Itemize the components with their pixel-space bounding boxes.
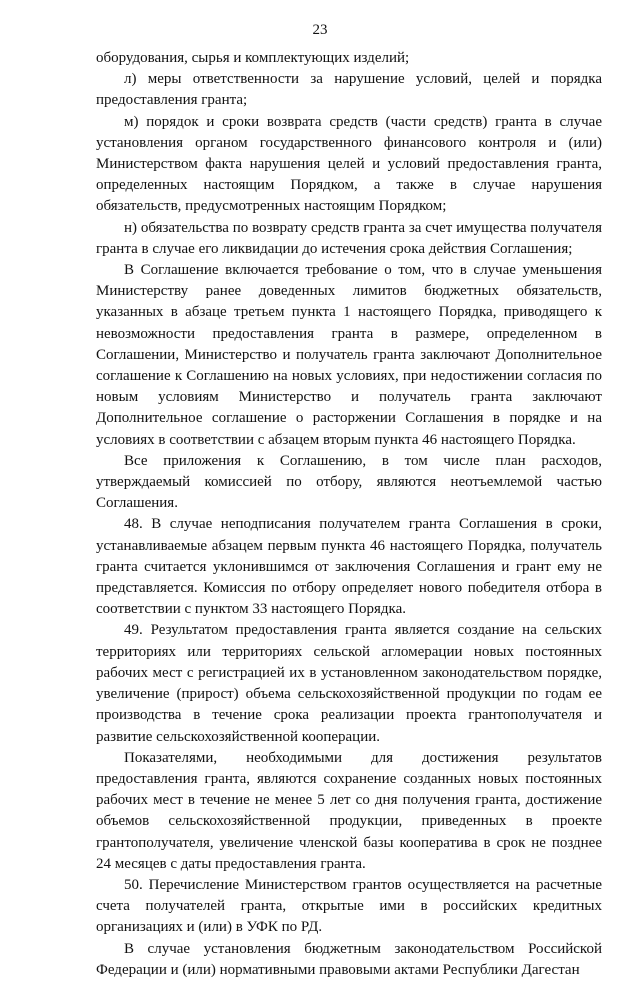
- paragraph-clause-48: 48. В случае неподписания получателем гранта Соглашения в сроки, устанавливаемые абзацем первым пункта 46 настоящего Порядка, получатель гранта считается уклонившимся от заключения Соглашения и грант ему не представляется. Комиссия по отбору определяет нового победителя отбора в соответствии с пунктом 33 настоящего Порядка.: [96, 516, 602, 618]
- document-body: [96, 48, 602, 981]
- page-number: 23: [312, 22, 328, 38]
- paragraph-item-l: л) меры ответственности за нарушение условий, целей и порядка предоставления гранта;: [96, 71, 602, 109]
- paragraph-agreement-requirement: В Соглашение включается требование о том, что в случае уменьшения Министерству ранее доведенных лимитов бюджетных обязательств, указанных в абзаце третьем пункта 1 настоящего Порядка, приводящего к невозможности предоставления гранта в размере, определенном в Соглашении, Министерство и получатель гранта заключают Дополнительное соглашение к Соглашению на новых условиях, при недостижении согласия по новым условиям Министерство и получатель гранта заключают Дополнительное соглашение о расторжении Соглашения в порядке и на условиях в соответствии с абзацем вторым пункта 46 настоящего Порядка.: [96, 262, 602, 448]
- paragraph-clause-49: 49. Результатом предоставления гранта является создание на сельских территориях или территориях сельской агломерации новых постоянных рабочих мест с регистрацией их в установленном законодательством порядке, увеличение (прирост) объема сельскохозяйственной продукции по годам ее производства в течение срока реализации проекта грантополучателя и развитие сельскохозяйственной кооперации.: [96, 622, 602, 745]
- paragraph-clause-50: 50. Перечисление Министерством грантов осуществляется на расчетные счета получателей гранта, открытые ими в российских кредитных организациях и (или) в УФК по РД.: [96, 876, 602, 936]
- paragraph-item-n: н) обязательства по возврату средств гранта за счет имущества получателя гранта в случае его ликвидации до истечения срока действия Соглашения;: [96, 219, 602, 257]
- paragraph-equipment-continuation: оборудования, сырья и комплектующих изделий;: [96, 50, 410, 66]
- paragraph-agreement-appendices: Все приложения к Соглашению, в том числе план расходов, утверждаемый комиссией по отбору, являются неотъемлемой частью Соглашения.: [96, 452, 602, 512]
- paragraph-item-m: м) порядок и сроки возврата средств (части средств) гранта в случае установления органом государственного финансового контроля и (или) Министерством факта нарушения целей и условий предоставления гранта, определенных настоящим Порядком, а также в случае нарушения обязательств, предусмотренных настоящим Порядком;: [96, 113, 602, 215]
- paragraph-indicators: Показателями, необходимыми для достижения результатов предоставления гранта, являются сохранение созданных новых постоянных рабочих мест в течение не менее 5 лет со дня получения гранта, достижение объемов сельскохозяйственной продукции, приведенных в проекте грантополучателя, увеличение членской базы кооператива в срок не позднее 24 месяцев с даты предоставления гранта.: [96, 749, 602, 872]
- paragraph-budget-legislation: В случае установления бюджетным законодательством Российской Федерации и (или) нормативными правовыми актами Республики Дагестан: [96, 940, 602, 978]
